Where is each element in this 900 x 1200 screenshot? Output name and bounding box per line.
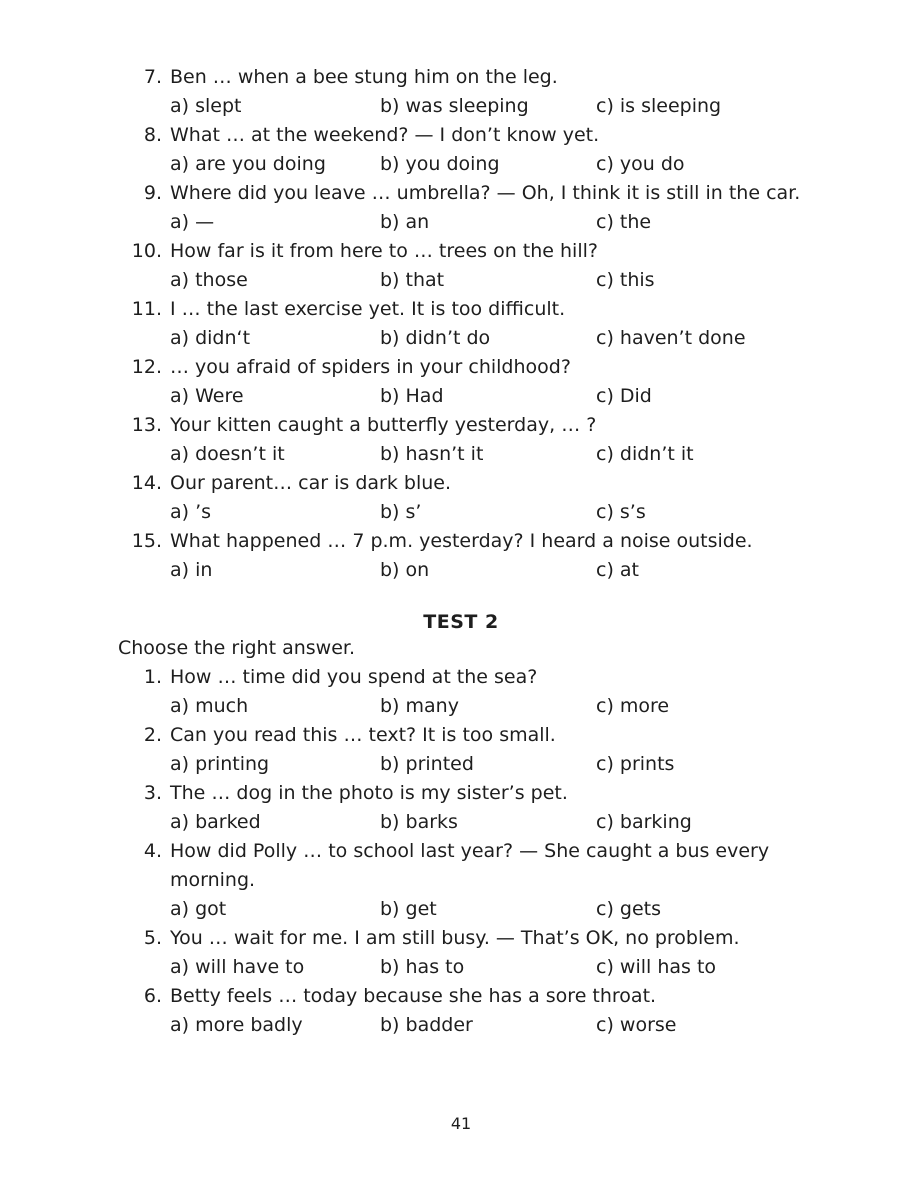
test2-questions (0, 663, 900, 1040)
option-a: a) those (170, 269, 248, 291)
question-line (0, 779, 900, 808)
question-number: 7. (143, 66, 162, 88)
test1-questions (0, 63, 900, 585)
question-line (0, 924, 900, 953)
question-text: Your kitten caught a butterfly yesterday, … ? (170, 414, 597, 436)
option-b: b) that (380, 269, 445, 291)
option-b: b) you doing (380, 153, 500, 175)
option-a: a) barked (170, 811, 261, 833)
question-number: 6. (143, 985, 162, 1007)
option-c: c) barking (596, 811, 692, 833)
question-number: 11. (131, 298, 162, 320)
options-line (0, 895, 900, 924)
options-line (0, 498, 900, 527)
option-c: c) s’s (596, 501, 646, 523)
option-a: a) printing (170, 753, 270, 775)
question-number: 2. (143, 724, 162, 746)
option-b: b) printed (380, 753, 474, 775)
options-line (0, 1011, 900, 1040)
option-a: a) ’s (170, 501, 212, 523)
options-line (0, 808, 900, 837)
option-b: b) an (380, 211, 430, 233)
test2-instruction: Choose the right answer. (118, 637, 356, 659)
option-b: b) badder (380, 1014, 473, 1036)
option-c: c) gets (596, 898, 661, 920)
option-a: a) — (170, 211, 215, 233)
question-line (0, 469, 900, 498)
question-text: I … the last exercise yet. It is too difficult. (170, 298, 566, 320)
question-line (0, 527, 900, 556)
option-a: a) didn‘t (170, 327, 251, 349)
question-text: Can you read this … text? It is too small. (170, 724, 556, 746)
option-c: c) you do (596, 153, 685, 175)
option-c: c) is sleeping (596, 95, 722, 117)
test2-heading: TEST 2 (423, 611, 499, 633)
option-b: b) on (380, 559, 430, 581)
question-line-continued (0, 866, 900, 895)
question-line (0, 721, 900, 750)
option-b: b) was sleeping (380, 95, 529, 117)
question-text: Ben … when a bee stung him on the leg. (170, 66, 558, 88)
option-b: b) get (380, 898, 437, 920)
option-b: b) s’ (380, 501, 422, 523)
question-number: 8. (143, 124, 162, 146)
option-b: b) barks (380, 811, 458, 833)
option-a: a) in (170, 559, 213, 581)
options-line (0, 953, 900, 982)
option-a: a) are you doing (170, 153, 326, 175)
option-c: c) Did (596, 385, 652, 407)
options-line (0, 440, 900, 469)
question-line (0, 179, 900, 208)
options-line (0, 324, 900, 353)
question-line (0, 237, 900, 266)
question-line (0, 982, 900, 1011)
option-c: c) didn’t it (596, 443, 694, 465)
question-number: 5. (143, 927, 162, 949)
page-number: 41 (450, 1114, 472, 1133)
question-text: … you afraid of spiders in your childhood? (170, 356, 571, 378)
question-line (0, 837, 900, 866)
option-a: a) slept (170, 95, 242, 117)
options-line (0, 692, 900, 721)
option-b: b) many (380, 695, 459, 717)
options-line (0, 556, 900, 585)
option-c: c) this (596, 269, 655, 291)
option-a: a) more badly (170, 1014, 303, 1036)
question-text: How did Polly … to school last year? — She caught a bus every (170, 840, 770, 862)
question-text: How … time did you spend at the sea? (170, 666, 538, 688)
question-text: How far is it from here to … trees on the hill? (170, 240, 598, 262)
option-a: a) got (170, 898, 227, 920)
question-text-continued: morning. (170, 869, 256, 891)
question-text: What … at the weekend? — I don’t know yet. (170, 124, 600, 146)
question-line (0, 411, 900, 440)
option-c: c) at (596, 559, 639, 581)
question-text: The … dog in the photo is my sister’s pet. (170, 782, 568, 804)
option-a: a) much (170, 695, 249, 717)
question-number: 10. (131, 240, 162, 262)
option-c: c) worse (596, 1014, 677, 1036)
question-line (0, 63, 900, 92)
question-line (0, 295, 900, 324)
options-line (0, 382, 900, 411)
option-c: c) will has to (596, 956, 717, 978)
question-text: Betty feels … today because she has a sore throat. (170, 985, 657, 1007)
question-line (0, 121, 900, 150)
question-number: 4. (143, 840, 162, 862)
question-number: 12. (131, 356, 162, 378)
question-text: What happened … 7 p.m. yesterday? I heard a noise outside. (170, 530, 753, 552)
options-line (0, 92, 900, 121)
question-number: 1. (143, 666, 162, 688)
question-text: You … wait for me. I am still busy. — That’s OK, no problem. (170, 927, 740, 949)
question-number: 9. (143, 182, 162, 204)
question-number: 15. (131, 530, 162, 552)
question-text: Our parent… car is dark blue. (170, 472, 451, 494)
option-a: a) Were (170, 385, 244, 407)
question-text: Where did you leave … umbrella? — Oh, I think it is still in the car. (170, 182, 801, 204)
option-b: b) didn’t do (380, 327, 491, 349)
options-line (0, 750, 900, 779)
option-b: b) Had (380, 385, 444, 407)
option-a: a) will have to (170, 956, 305, 978)
options-line (0, 208, 900, 237)
question-line (0, 353, 900, 382)
option-b: b) has to (380, 956, 465, 978)
options-line (0, 266, 900, 295)
question-number: 14. (131, 472, 162, 494)
question-number: 3. (143, 782, 162, 804)
option-c: c) haven’t done (596, 327, 746, 349)
option-a: a) doesn’t it (170, 443, 285, 465)
options-line (0, 150, 900, 179)
option-c: c) the (596, 211, 652, 233)
question-number: 13. (131, 414, 162, 436)
question-line (0, 663, 900, 692)
option-c: c) prints (596, 753, 675, 775)
option-b: b) hasn’t it (380, 443, 484, 465)
option-c: c) more (596, 695, 670, 717)
